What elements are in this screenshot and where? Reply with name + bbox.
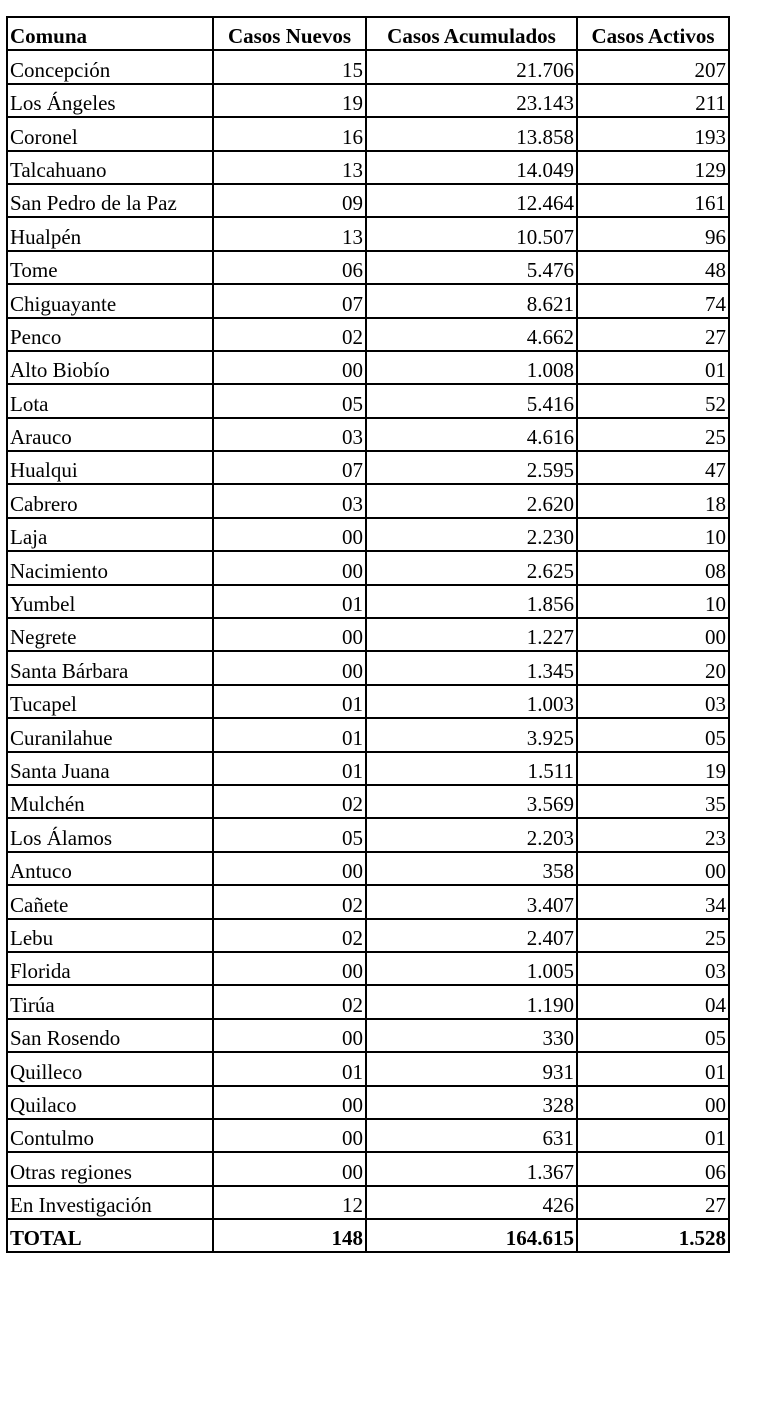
table-row: [7, 985, 729, 1018]
table-row: [7, 818, 729, 851]
casos-acumulados-cell: 4.662: [366, 318, 577, 351]
comuna-cell: San Rosendo: [7, 1019, 213, 1052]
casos-activos-cell: 10: [577, 518, 729, 551]
table-row: [7, 117, 729, 150]
table-row: [7, 585, 729, 618]
casos-activos-cell: 193: [577, 117, 729, 150]
casos-acumulados-cell: 358: [366, 852, 577, 885]
comuna-cell: Arauco: [7, 418, 213, 451]
casos-activos-cell: 08: [577, 551, 729, 584]
casos-nuevos-cell: 00: [213, 1019, 366, 1052]
casos-acumulados-cell: 330: [366, 1019, 577, 1052]
table-row: [7, 1052, 729, 1085]
comuna-cell: Santa Juana: [7, 752, 213, 785]
casos-activos-cell: 96: [577, 217, 729, 250]
table-row: [7, 952, 729, 985]
casos-nuevos-cell: 19: [213, 84, 366, 117]
total-row: [7, 1219, 729, 1252]
casos-activos-cell: 03: [577, 952, 729, 985]
casos-acumulados-cell: 3.925: [366, 718, 577, 751]
casos-activos-cell: 207: [577, 50, 729, 83]
casos-activos-cell: 18: [577, 484, 729, 517]
casos-acumulados-cell: 10.507: [366, 217, 577, 250]
casos-nuevos-cell: 13: [213, 151, 366, 184]
casos-nuevos-cell: 00: [213, 618, 366, 651]
table-row: [7, 551, 729, 584]
casos-activos-cell: 27: [577, 318, 729, 351]
casos-nuevos-cell: 02: [213, 885, 366, 918]
casos-nuevos-cell: 02: [213, 785, 366, 818]
comuna-cell: Hualqui: [7, 451, 213, 484]
table-row: [7, 1086, 729, 1119]
comuna-cell: Cañete: [7, 885, 213, 918]
casos-nuevos-cell: 01: [213, 752, 366, 785]
table-row: [7, 752, 729, 785]
casos-acumulados-cell: 2.595: [366, 451, 577, 484]
casos-acumulados-cell: 328: [366, 1086, 577, 1119]
table-row: [7, 919, 729, 952]
casos-acumulados-cell: 1.856: [366, 585, 577, 618]
casos-acumulados-cell: 1.005: [366, 952, 577, 985]
casos-activos-cell: 01: [577, 351, 729, 384]
casos-acumulados-cell: 1.511: [366, 752, 577, 785]
casos-acumulados-cell: 4.616: [366, 418, 577, 451]
casos-nuevos-cell: 05: [213, 818, 366, 851]
casos-nuevos-cell: 02: [213, 985, 366, 1018]
casos-nuevos-cell: 16: [213, 117, 366, 150]
casos-nuevos-cell: 07: [213, 284, 366, 317]
casos-activos-cell: 00: [577, 852, 729, 885]
comuna-cell: Chiguayante: [7, 284, 213, 317]
table-row: [7, 50, 729, 83]
cases-table: [6, 16, 730, 1253]
casos-nuevos-cell: 00: [213, 551, 366, 584]
casos-acumulados-cell: 631: [366, 1119, 577, 1152]
casos-nuevos-cell: 02: [213, 919, 366, 952]
casos-activos-cell: 23: [577, 818, 729, 851]
casos-activos-cell: 01: [577, 1052, 729, 1085]
casos-nuevos-cell: 00: [213, 651, 366, 684]
comuna-cell: Nacimiento: [7, 551, 213, 584]
casos-acumulados-cell: 21.706: [366, 50, 577, 83]
casos-nuevos-cell: 05: [213, 384, 366, 417]
comuna-cell: Lota: [7, 384, 213, 417]
casos-activos-cell: 25: [577, 418, 729, 451]
table-body: [7, 50, 729, 1219]
casos-acumulados-cell: 8.621: [366, 284, 577, 317]
table-row: [7, 651, 729, 684]
casos-acumulados-cell: 14.049: [366, 151, 577, 184]
header-casos-activos: Casos Activos: [577, 17, 729, 50]
total-casos-activos: 1.528: [577, 1219, 729, 1252]
comuna-cell: Lebu: [7, 919, 213, 952]
casos-nuevos-cell: 00: [213, 518, 366, 551]
casos-acumulados-cell: 2.407: [366, 919, 577, 952]
total-label: TOTAL: [7, 1219, 213, 1252]
casos-nuevos-cell: 09: [213, 184, 366, 217]
comuna-cell: Santa Bárbara: [7, 651, 213, 684]
casos-nuevos-cell: 07: [213, 451, 366, 484]
table-row: [7, 518, 729, 551]
casos-activos-cell: 19: [577, 752, 729, 785]
casos-nuevos-cell: 15: [213, 50, 366, 83]
table-row: [7, 852, 729, 885]
casos-nuevos-cell: 01: [213, 1052, 366, 1085]
comuna-cell: Florida: [7, 952, 213, 985]
header-casos-acumulados: Casos Acumulados: [366, 17, 577, 50]
table-row: [7, 785, 729, 818]
comuna-cell: Curanilahue: [7, 718, 213, 751]
casos-nuevos-cell: 00: [213, 1086, 366, 1119]
casos-activos-cell: 129: [577, 151, 729, 184]
casos-activos-cell: 05: [577, 718, 729, 751]
casos-nuevos-cell: 00: [213, 852, 366, 885]
casos-nuevos-cell: 01: [213, 685, 366, 718]
table-row: [7, 351, 729, 384]
casos-activos-cell: 20: [577, 651, 729, 684]
casos-acumulados-cell: 5.416: [366, 384, 577, 417]
casos-activos-cell: 00: [577, 1086, 729, 1119]
comuna-cell: Los Ángeles: [7, 84, 213, 117]
comuna-cell: Tirúa: [7, 985, 213, 1018]
comuna-cell: Quilleco: [7, 1052, 213, 1085]
table-row: [7, 1119, 729, 1152]
table-row: [7, 251, 729, 284]
casos-activos-cell: 34: [577, 885, 729, 918]
casos-nuevos-cell: 01: [213, 718, 366, 751]
casos-acumulados-cell: 2.620: [366, 484, 577, 517]
table-row: [7, 217, 729, 250]
casos-activos-cell: 35: [577, 785, 729, 818]
comuna-cell: Tome: [7, 251, 213, 284]
casos-acumulados-cell: 2.625: [366, 551, 577, 584]
casos-nuevos-cell: 00: [213, 351, 366, 384]
comuna-cell: Talcahuano: [7, 151, 213, 184]
casos-activos-cell: 01: [577, 1119, 729, 1152]
casos-activos-cell: 161: [577, 184, 729, 217]
table-row: [7, 1019, 729, 1052]
table-row: [7, 718, 729, 751]
casos-activos-cell: 48: [577, 251, 729, 284]
comuna-cell: Hualpén: [7, 217, 213, 250]
table-row: [7, 418, 729, 451]
casos-nuevos-cell: 13: [213, 217, 366, 250]
casos-acumulados-cell: 13.858: [366, 117, 577, 150]
comuna-cell: Quilaco: [7, 1086, 213, 1119]
casos-acumulados-cell: 3.407: [366, 885, 577, 918]
table-row: [7, 685, 729, 718]
comuna-cell: Cabrero: [7, 484, 213, 517]
table-row: [7, 885, 729, 918]
casos-acumulados-cell: 1.367: [366, 1152, 577, 1185]
casos-acumulados-cell: 1.008: [366, 351, 577, 384]
comuna-cell: Negrete: [7, 618, 213, 651]
table-container: [6, 16, 730, 1253]
casos-activos-cell: 04: [577, 985, 729, 1018]
table-row: [7, 84, 729, 117]
header-casos-nuevos: Casos Nuevos: [213, 17, 366, 50]
comuna-cell: Penco: [7, 318, 213, 351]
casos-acumulados-cell: 5.476: [366, 251, 577, 284]
casos-acumulados-cell: 2.203: [366, 818, 577, 851]
table-row: [7, 618, 729, 651]
casos-activos-cell: 03: [577, 685, 729, 718]
header-row: [7, 17, 729, 50]
table-row: [7, 318, 729, 351]
table-row: [7, 384, 729, 417]
casos-acumulados-cell: 3.569: [366, 785, 577, 818]
comuna-cell: Tucapel: [7, 685, 213, 718]
casos-nuevos-cell: 01: [213, 585, 366, 618]
casos-nuevos-cell: 00: [213, 952, 366, 985]
table-row: [7, 284, 729, 317]
casos-activos-cell: 47: [577, 451, 729, 484]
casos-activos-cell: 27: [577, 1186, 729, 1219]
comuna-cell: Alto Biobío: [7, 351, 213, 384]
comuna-cell: Concepción: [7, 50, 213, 83]
comuna-cell: Mulchén: [7, 785, 213, 818]
table-row: [7, 451, 729, 484]
comuna-cell: Contulmo: [7, 1119, 213, 1152]
casos-acumulados-cell: 1.003: [366, 685, 577, 718]
casos-acumulados-cell: 931: [366, 1052, 577, 1085]
casos-activos-cell: 00: [577, 618, 729, 651]
comuna-cell: Coronel: [7, 117, 213, 150]
casos-acumulados-cell: 1.227: [366, 618, 577, 651]
casos-nuevos-cell: 00: [213, 1119, 366, 1152]
table-row: [7, 1152, 729, 1185]
table-row: [7, 151, 729, 184]
comuna-cell: Los Álamos: [7, 818, 213, 851]
casos-activos-cell: 52: [577, 384, 729, 417]
casos-nuevos-cell: 02: [213, 318, 366, 351]
total-casos-acumulados: 164.615: [366, 1219, 577, 1252]
casos-activos-cell: 211: [577, 84, 729, 117]
comuna-cell: Yumbel: [7, 585, 213, 618]
casos-acumulados-cell: 426: [366, 1186, 577, 1219]
casos-nuevos-cell: 03: [213, 418, 366, 451]
comuna-cell: San Pedro de la Paz: [7, 184, 213, 217]
casos-nuevos-cell: 03: [213, 484, 366, 517]
comuna-cell: Antuco: [7, 852, 213, 885]
casos-acumulados-cell: 2.230: [366, 518, 577, 551]
casos-activos-cell: 74: [577, 284, 729, 317]
casos-activos-cell: 06: [577, 1152, 729, 1185]
header-comuna: Comuna: [7, 17, 213, 50]
casos-activos-cell: 05: [577, 1019, 729, 1052]
casos-acumulados-cell: 23.143: [366, 84, 577, 117]
casos-nuevos-cell: 12: [213, 1186, 366, 1219]
casos-activos-cell: 10: [577, 585, 729, 618]
casos-nuevos-cell: 00: [213, 1152, 366, 1185]
comuna-cell: Otras regiones: [7, 1152, 213, 1185]
comuna-cell: En Investigación: [7, 1186, 213, 1219]
table-row: [7, 484, 729, 517]
casos-acumulados-cell: 1.345: [366, 651, 577, 684]
casos-acumulados-cell: 1.190: [366, 985, 577, 1018]
casos-acumulados-cell: 12.464: [366, 184, 577, 217]
casos-nuevos-cell: 06: [213, 251, 366, 284]
table-row: [7, 184, 729, 217]
total-casos-nuevos: 148: [213, 1219, 366, 1252]
casos-activos-cell: 25: [577, 919, 729, 952]
comuna-cell: Laja: [7, 518, 213, 551]
table-row: [7, 1186, 729, 1219]
